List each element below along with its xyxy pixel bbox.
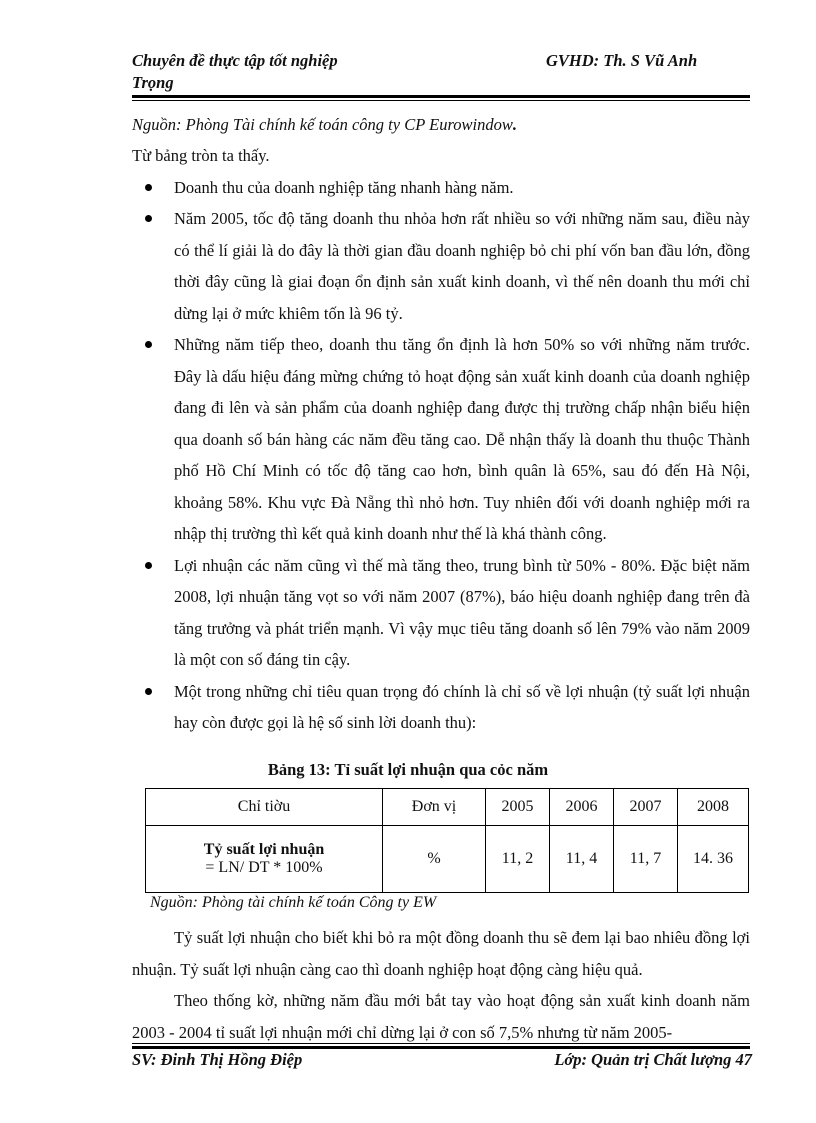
table-header-row (146, 789, 749, 826)
table-cell: 11, 2 (486, 826, 550, 893)
header-rule-thick (132, 95, 750, 98)
intro-text: Từ bảng tròn ta thấy. (132, 146, 270, 165)
footer-student: SV: Đinh Thị Hồng Điệp (132, 1050, 303, 1069)
bullet-text: Những năm tiếp theo, doanh thu tăng ổn định là hơn 50% so với những năm trước. Đây là dấu hiệu đáng mừng chứng tỏ hoạt động sản xuất kinh doanh của doanh nghiệp đang đi lên và sản phẩm của doanh nghiệp đang được thị trường chấp nhận biểu hiện qua doanh số bán hàng các năm đều tăng cao. Dễ nhận thấy là doanh thu thuộc Thành phố Hồ Chí Minh có tốc độ tăng cao hơn, bình quân là 65%, sau đó đến Hà Nội, khoảng 58%. Khu vực Đà Nẵng thì nhỏ hơn. Tuy nhiên đối với doanh nghiệp mới ra nhập thị trường thì kết quả kinh doanh như thế là khá thành công. (174, 335, 750, 543)
bullet-text: Lợi nhuận các năm cũng vì thế mà tăng theo, trung bình từ 50% - 80%. Đặc biệt năm 2008, lợi nhuận tăng vọt so với năm 2007 (87%), báo hiệu doanh nghiệp đang trên đà tăng trưởng và phát triển mạnh. Vì vậy mục tiêu tăng doanh số lên 79% vào năm 2009 là một con số đáng tin cậy. (174, 555, 750, 669)
table-header-cell: 2006 (550, 789, 614, 826)
header-advisor: GVHD: Th. S Vũ Anh (546, 51, 698, 70)
header-thesis-title-cont: Trọng (132, 73, 174, 92)
bullet-icon (145, 215, 152, 222)
table-header-cell: Chỉ tiờu (146, 789, 383, 826)
bullet-icon (145, 562, 152, 569)
header-thesis-title: Chuyên đề thực tập tốt nghiệp (132, 51, 338, 70)
paragraph: Tỷ suất lợi nhuận cho biết khi bỏ ra một đồng doanh thu sẽ đem lại bao nhiêu đồng lợi nhuận. Tỷ suất lợi nhuận càng cao thì doanh nghiệp hoạt động càng hiệu quả. (132, 928, 750, 979)
profit-ratio-table (145, 788, 749, 893)
row-formula: = LN/ DT * 100% (205, 859, 323, 876)
table-header-cell: 2008 (678, 789, 749, 826)
footer-rule-thick (132, 1046, 750, 1049)
bullet-item (132, 172, 750, 204)
bullet-text: Năm 2005, tốc độ tăng doanh thu nhỏa hơn rất nhiều so với những năm sau, điều này có thể lí giải là do đây là thời gian đầu doanh nghiệp bỏ chi phí vốn ban đầu lớn, đồng thời đây cũng là giai đoạn ổn định sản xuất kinh doanh, vì thế nên doanh thu mới chỉ dừng lại ở mức khiêm tốn là 96 tỷ. (174, 209, 750, 323)
bullet-icon (145, 184, 152, 191)
footer-class: Lớp: Quản trị Chất lượng 47 (554, 1050, 752, 1069)
table-cell: 11, 7 (614, 826, 678, 893)
bullet-list (132, 172, 750, 739)
header-left (132, 50, 338, 94)
page-content (132, 114, 750, 739)
bullet-item (132, 676, 750, 739)
source-note-text: Nguồn: Phòng Tài chính kế toán công ty CP Eurowindow (132, 115, 513, 134)
table-header-cell: 2005 (486, 789, 550, 826)
bullet-item (132, 329, 750, 550)
source-note-dot: . (512, 115, 517, 134)
closing-paragraphs (132, 922, 750, 1048)
table-header-cell: Đơn vị (383, 789, 486, 826)
bullet-item (132, 203, 750, 329)
table-cell-unit: % (383, 826, 486, 893)
bullet-text: Một trong những chỉ tiêu quan trọng đó chính là chỉ số về lợi nhuận (tỷ suất lợi nhuận hay còn được gọi là hệ số sinh lời doanh thu): (174, 681, 750, 732)
footer-rule-thin (132, 1043, 750, 1044)
source-note (132, 114, 750, 136)
table-row (146, 826, 749, 893)
table-header-cell: 2007 (614, 789, 678, 826)
table-row-label-cell (146, 826, 383, 893)
bullet-icon (145, 341, 152, 348)
table-title: Bảng 13: Tỉ suất lợi nhuận qua cỏc năm (267, 760, 549, 779)
bullet-icon (145, 688, 152, 695)
row-label: Tỷ suất lợi nhuận (203, 841, 325, 858)
table-cell: 11, 4 (550, 826, 614, 893)
table-source-note: Nguồn: Phòng tài chính kế toán Công ty EW (150, 894, 437, 911)
bullet-item (132, 550, 750, 676)
table-cell: 14. 36 (678, 826, 749, 893)
paragraph: Theo thống kờ, những năm đầu mới bắt tay vào hoạt động sản xuất kinh doanh năm 2003 - 2004 tỉ suất lợi nhuận mới chỉ dừng lại ở con số 7,5% nhưng từ năm 2005- (132, 991, 750, 1042)
page-header (132, 50, 752, 98)
bullet-text: Doanh thu của doanh nghiệp tăng nhanh hàng năm. (174, 177, 514, 197)
header-rule-thin (132, 100, 750, 101)
